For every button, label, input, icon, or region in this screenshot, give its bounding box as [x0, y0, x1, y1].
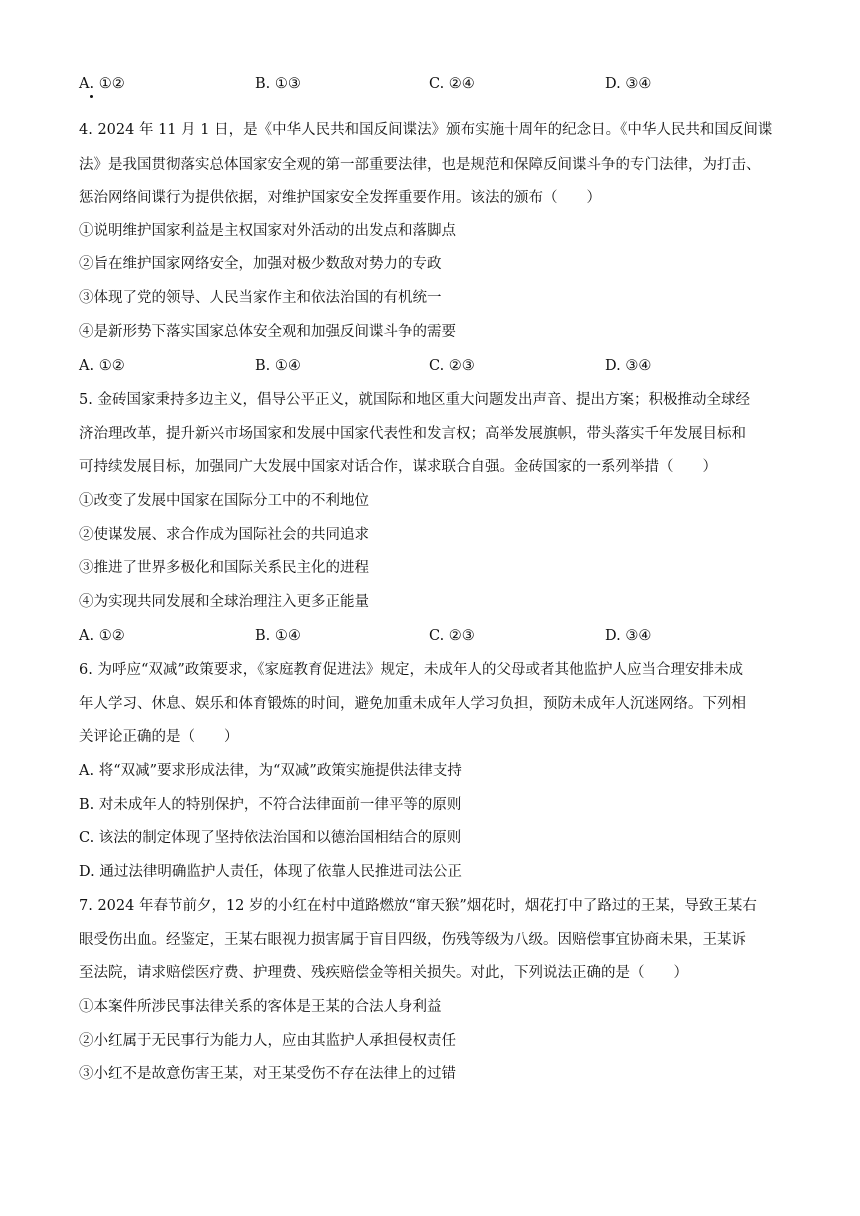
q4-stem-line: 法》是我国贯彻落实总体国家安全观的第一部重要法律，也是规范和保障反间谍斗争的专门法律，为打击、: [79, 157, 761, 173]
q4-item: ③体现了党的领导、人民当家作主和依法治国的有机统一: [79, 290, 442, 306]
q6-stem-line: 6. 为呼应“双减”政策要求，《家庭教育促进法》规定，未成年人的父母或者其他监护人应当合理安排未成: [79, 662, 744, 678]
q7-stem-line: 眼受伤出血。经鉴定，王某右眼视力损害属于盲目四级，伤残等级为八级。因赔偿事宜协商未果，王某诉: [79, 932, 746, 948]
q6-choice-a[interactable]: A. 将“双减”要求形成法律，为“双减”政策实施提供法律支持: [79, 763, 462, 779]
q6-choice-d[interactable]: D. 通过法律明确监护人责任，体现了依靠人民推进司法公正: [79, 864, 462, 880]
q4-option-a[interactable]: A. ①②: [79, 358, 125, 374]
q5-options: [79, 626, 799, 646]
q5-item: ①改变了发展中国家在国际分工中的不利地位: [79, 493, 369, 509]
q6-stem-line: 年人学习、休息、娱乐和体育锻炼的时间，避免加重未成年人学习负担，预防未成年人沉迷网络。下列相: [79, 696, 746, 712]
q4-options: [79, 356, 799, 376]
q3-option-c[interactable]: C. ②④: [429, 76, 475, 92]
q5-item: ②使谋发展、求合作成为国际社会的共同追求: [79, 527, 369, 543]
q5-item: ③推进了世界多极化和国际关系民主化的进程: [79, 560, 369, 576]
q6-choice-c[interactable]: C. 该法的制定体现了坚持依法治国和以德治国相结合的原则: [79, 830, 462, 846]
q5-option-c[interactable]: C. ②③: [429, 628, 475, 644]
q4-option-c[interactable]: C. ②③: [429, 358, 475, 374]
q7-stem-line: 至法院，请求赔偿医疗费、护理费、残疾赔偿金等相关损失。对此，下列说法正确的是（ ）: [79, 965, 688, 981]
q4-option-b[interactable]: B. ①④: [255, 358, 301, 374]
q4-item: ②旨在维护国家网络安全，加强对极少数敌对势力的专政: [79, 256, 442, 272]
q7-item: ①本案件所涉民事法律关系的客体是王某的合法人身利益: [79, 999, 442, 1015]
q4-item: ①说明维护国家利益是主权国家对外活动的出发点和落脚点: [79, 223, 456, 239]
q5-stem-line: 5. 金砖国家秉持多边主义，倡导公平正义，就国际和地区重大问题发出声音、提出方案；积极推动全球经: [79, 392, 750, 408]
q4-stem-line: 4. 2024 年 11 月 1 日，是《中华人民共和国反间谍法》颁布实施十周年的纪念日。《中华人民共和国反间谍: [79, 122, 773, 138]
q5-option-d[interactable]: D. ③④: [605, 628, 652, 644]
q3-options: [79, 74, 799, 94]
q4-stem-line: 惩治网络间谍行为提供依据，对维护国家安全发挥重要作用。该法的颁布（ ）: [79, 190, 601, 206]
q7-item: ③小红不是故意伤害王某，对王某受伤不存在法律上的过错: [79, 1066, 456, 1082]
q7-item: ②小红属于无民事行为能力人，应由其监护人承担侵权责任: [79, 1033, 456, 1049]
q4-item: ④是新形势下落实国家总体安全观和加强反间谍斗争的需要: [79, 324, 456, 340]
q5-option-b[interactable]: B. ①④: [255, 628, 301, 644]
q5-stem-line: 济治理改革，提升新兴市场国家和发展中国家代表性和发言权；高举发展旗帜，带头落实千年发展目标和: [79, 426, 746, 442]
q3-option-b[interactable]: B. ①③: [255, 76, 301, 92]
q5-item: ④为实现共同发展和全球治理注入更多正能量: [79, 594, 369, 610]
q5-option-a[interactable]: A. ①②: [79, 628, 125, 644]
q3-option-a[interactable]: A. ①②: [79, 76, 125, 92]
emphasis-dot: [90, 95, 93, 98]
q3-option-d[interactable]: D. ③④: [605, 76, 652, 92]
q5-stem-line: 可持续发展目标，加强同广大发展中国家对话合作，谋求联合自强。金砖国家的一系列举措（ ）: [79, 459, 717, 475]
q7-stem-line: 7. 2024 年春节前夕，12 岁的小红在村中道路燃放“窜天猴”烟花时，烟花打中了路过的王某，导致王某右: [79, 898, 757, 914]
q6-choice-b[interactable]: B. 对未成年人的特别保护，不符合法律面前一律平等的原则: [79, 797, 462, 813]
q4-option-d[interactable]: D. ③④: [605, 358, 652, 374]
q6-stem-line: 关评论正确的是（ ）: [79, 729, 239, 745]
